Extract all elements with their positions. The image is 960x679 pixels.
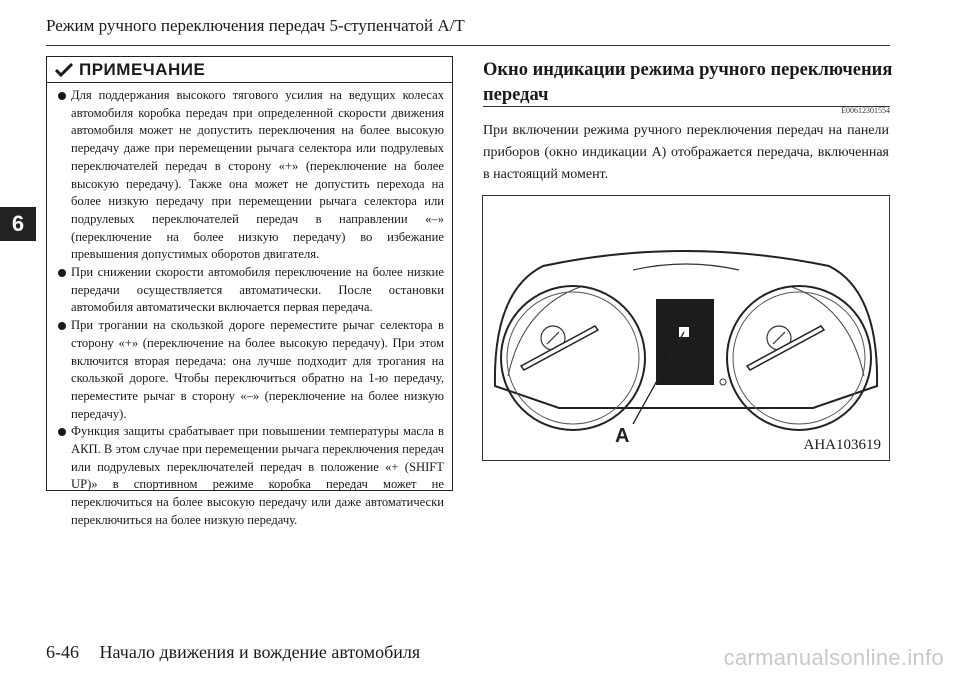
- check-icon: [55, 63, 73, 77]
- section-rule: [483, 106, 890, 107]
- note-item: При трогании на скользкой дороге переместите рычаг селектора в сторону «+» (переключение на более высокую передачу). При этом включится вторая передача: она лучше подходит для трогания на скользкой дороге. Чтобы переключиться обратно на 1-ю передачу, переместите рычаг в сторону «–» (переключение на более низкую передачу).: [57, 317, 444, 423]
- section-code: E00612301554: [841, 106, 890, 115]
- footer-chapter: Начало движения и вождение автомобиля: [99, 642, 421, 662]
- section-body: При включении режима ручного переключения передач на панели приборов (окно индикации A) отображается передача, включенная в настоящий момент.: [483, 123, 889, 182]
- note-item: Для поддержания высокого тягового усилия на ведущих колесах автомобиля коробка передач при определенной скорости движения автомобиля может не допустить переключения на более высокую передачу даже при перемещении рычага селектора или подрулевых переключателей передач в сторону «+» (переключение на более высокую передачу). Также она может не допустить перехода на более низкую передачу при перемещении рычага селектора или подрулевых переключателей передач в направлении «–» (переключение на более низкую передачу) во избежание превышения допустимых оборотов двигателя.: [57, 87, 444, 264]
- note-list: [57, 87, 444, 530]
- note-item: Функция защиты срабатывает при повышении температуры масла в АКП. В этом случае при перемещении рычага переключения передач или подрулевых переключателей передач в положение «+ (SHIFT UP)» в спортивном режиме коробка передач может не переключиться на более высокую передачу или даже автоматически переключиться на более низкую передачу.: [57, 423, 444, 529]
- note-box: [46, 56, 453, 527]
- page-header-title: Режим ручного переключения передач 5-ступенчатой А/Т: [46, 16, 465, 35]
- section-title: Окно индикации режима ручного переключения передач: [483, 60, 893, 105]
- instrument-cluster-drawing: [483, 196, 889, 460]
- header-rule: [46, 45, 890, 46]
- figure-code: AHA103619: [803, 437, 881, 453]
- note-heading: ПРИМЕЧАНИЕ: [79, 59, 206, 79]
- page-number: 6-46: [46, 642, 79, 662]
- chapter-tab: 6: [0, 207, 36, 241]
- watermark: carmanualsonline.info: [723, 645, 944, 670]
- note-header: [47, 57, 452, 83]
- page-footer: [46, 642, 420, 663]
- callout-a: A: [615, 425, 630, 447]
- instrument-cluster-figure: [482, 195, 890, 461]
- note-item: При снижении скорости автомобиля переключение на более низкие передачи осуществляется автоматически. После остановки автомобиля автоматически включается первая передача.: [57, 264, 444, 317]
